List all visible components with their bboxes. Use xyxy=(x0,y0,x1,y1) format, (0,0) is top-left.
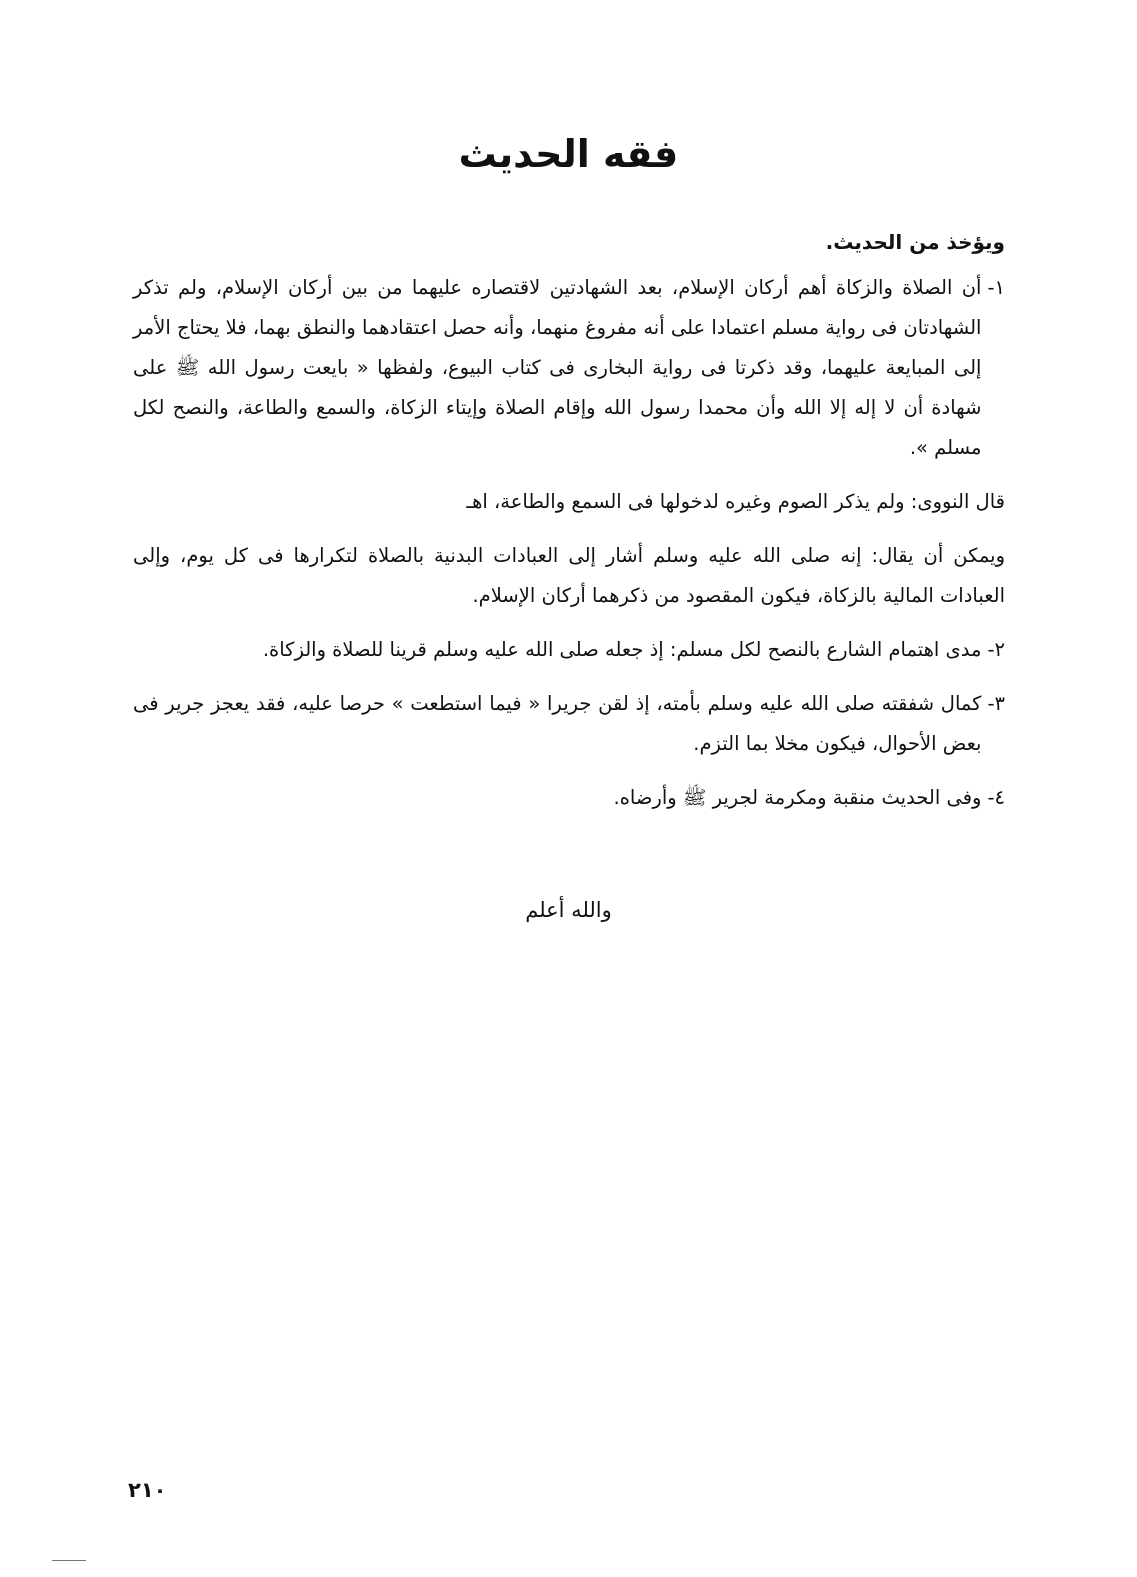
page-number: ٢١٠ xyxy=(128,1478,167,1502)
list-item-2 xyxy=(133,630,1005,670)
item-text: كمال شفقته صلى الله عليه وسلم بأمته، إذ لقن جريرا « فيما استطعت » حرصا عليه، فقد يعجز جرير فى بعض الأحوال، فيكون مخلا بما التزم. xyxy=(133,692,982,755)
item-number: ٤- xyxy=(987,786,1005,809)
item-text: وفى الحديث منقبة ومكرمة لجرير ﷺ وأرضاه. xyxy=(613,786,982,809)
document-body xyxy=(133,222,1005,832)
intro-heading: ويؤخذ من الحديث. xyxy=(825,230,1005,254)
list-item-3 xyxy=(133,684,1005,764)
list-item-1 xyxy=(133,268,1005,468)
item-number: ٢- xyxy=(987,638,1005,661)
nawawi-paragraph: قال النووى: ولم يذكر الصوم وغيره لدخولها فى السمع والطاعة، اهـ xyxy=(466,490,1005,513)
item-text: مدى اهتمام الشارع بالنصح لكل مسلم: إذ جعله صلى الله عليه وسلم قرينا للصلاة والزكاة. xyxy=(262,638,982,661)
commentary-paragraph: ويمكن أن يقال: إنه صلى الله عليه وسلم أشار إلى العبادات البدنية بالصلاة لتكرارها فى كل يوم، وإلى العبادات المالية بالزكاة، فيكون المقصود من ذكرهما أركان الإسلام. xyxy=(133,544,1005,607)
closing-phrase: والله أعلم xyxy=(525,898,612,922)
item-number: ٣- xyxy=(987,692,1005,715)
page-title: فقه الحديث xyxy=(458,132,679,176)
item-text: أن الصلاة والزكاة أهم أركان الإسلام، بعد الشهادتين لاقتصاره عليهما من بين أركان الإسلام، ولم تذكر الشهادتان فى رواية مسلم اعتمادا على أنه مفروغ منهما، وأنه حصل اعتقادهما والنطق بهما، فلا يحتاج الأمر إلى المبايعة عليهما، وقد ذكرتا فى رواية البخارى فى كتاب البيوع، ولفظها « بايعت رسول الله ﷺ على شهادة أن لا إله إلا الله وأن محمدا رسول الله وإقام الصلاة وإيتاء الزكاة، والسمع والطاعة، والنصح لكل مسلم ». xyxy=(133,276,982,459)
item-number: ١- xyxy=(987,276,1005,299)
list-item-4 xyxy=(133,778,1005,818)
scan-artifact xyxy=(52,1560,86,1561)
